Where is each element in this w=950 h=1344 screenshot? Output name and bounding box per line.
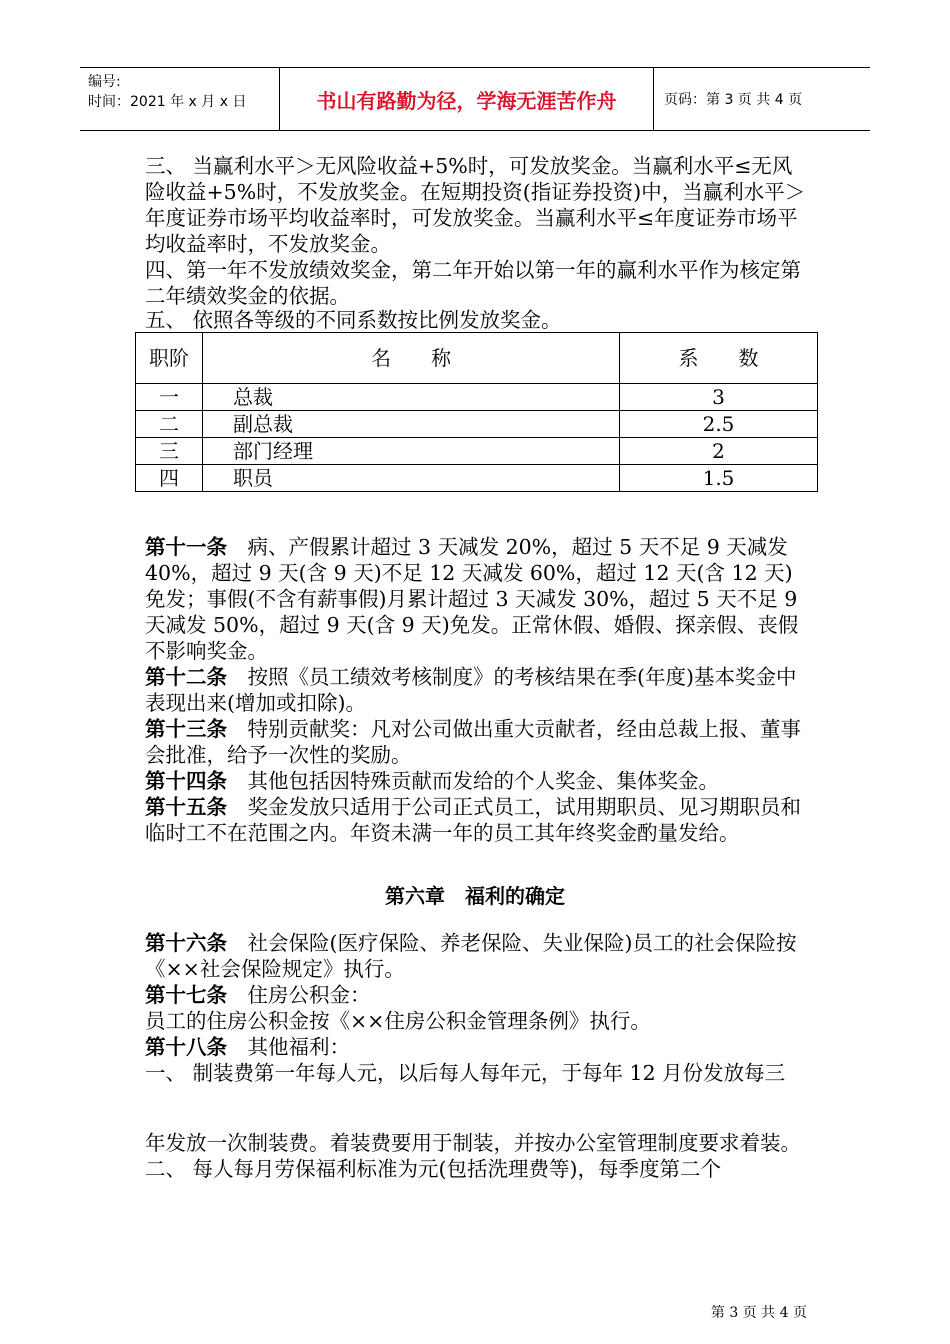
benefit-labor-protection: 二、 每人每月劳保福利标准为元(包括洗理费等)，每季度第二个 xyxy=(145,1157,722,1181)
cell-coefficient: 2 xyxy=(620,438,818,465)
paragraph-five: 五、 依照各等级的不同系数按比例发放奖金。 xyxy=(145,308,562,332)
table-header-row xyxy=(136,333,818,384)
article-title: 第十二条 xyxy=(145,665,227,689)
article-text: 住房公积金： xyxy=(227,983,371,1007)
article-title: 第十八条 xyxy=(145,1035,227,1059)
article-16 xyxy=(145,930,809,982)
benefits-continued xyxy=(145,1130,809,1182)
article-text: 社会保险(医疗保险、养老保险、失业保险)员工的社会保险按《××社会保险规定》执行。 xyxy=(145,931,797,981)
cell-title: 副总裁 xyxy=(203,411,620,438)
article-title: 第十五条 xyxy=(145,795,227,819)
paragraph-three: 三、 当赢利水平＞无风险收益+5%时，可发放奖金。当赢利水平≤无风险收益+5%时，不发放奖金。在短期投资(指证券投资)中，当赢利水平＞年度证券市场平均收益率时，可发放奖金。当赢利水平≤年度证券市场平均收益率时，不发放奖金。 xyxy=(145,154,806,256)
number-label: 编号: xyxy=(88,74,121,90)
articles-bonus xyxy=(145,534,809,846)
header-coefficient: 系 数 xyxy=(620,333,818,384)
header-meta xyxy=(80,68,280,130)
article-text: 奖金发放只适用于公司正式员工，试用期职员、见习期职员和临时工不在范围之内。年资未满一年的员工其年终奖金酌量发给。 xyxy=(145,795,801,845)
paragraph-four: 四、第一年不发放绩效奖金，第二年开始以第一年的赢利水平作为核定第二年绩效奖金的依据。 xyxy=(145,258,801,308)
article-text: 病、产假累计超过 3 天减发 20%，超过 5 天不足 9 天减发 40%，超过 9 天(含 9 天)不足 12 天减发 60%，超过 12 天(含 12 天)免发；事假(不含有薪事假)月累计超过 3 天减发 30%，超过 5 天不足 9 天减发 50%，超过 9 天(含 9 天)免发。正常休假、婚假、探亲假、丧假不影响奖金。 xyxy=(145,535,799,663)
article-12 xyxy=(145,664,809,716)
time-label: 时间：2021 年 x 月 x 日 xyxy=(88,94,247,110)
table-row xyxy=(136,438,818,465)
table-row xyxy=(136,465,818,492)
cell-coefficient: 3 xyxy=(620,384,818,411)
article-title: 第十三条 xyxy=(145,717,227,741)
chapter-title: 第六章 福利的确定 xyxy=(385,884,565,908)
article-title: 第十六条 xyxy=(145,931,227,955)
article-title: 第十七条 xyxy=(145,983,227,1007)
article-text: 其他包括因特殊贡献而发给的个人奖金、集体奖金。 xyxy=(227,769,719,793)
cell-rank: 一 xyxy=(136,384,203,411)
article-15 xyxy=(145,794,809,846)
article-17 xyxy=(145,982,809,1008)
cell-rank: 二 xyxy=(136,411,203,438)
cell-title: 职员 xyxy=(203,465,620,492)
cell-rank: 四 xyxy=(136,465,203,492)
cell-rank: 三 xyxy=(136,438,203,465)
articles-welfare xyxy=(145,930,809,1086)
article-text: 其他福利： xyxy=(227,1035,350,1059)
header-title: 名 称 xyxy=(203,333,620,384)
article-title: 第十一条 xyxy=(145,535,227,559)
table-row xyxy=(136,411,818,438)
cell-coefficient: 1.5 xyxy=(620,465,818,492)
cell-title: 部门经理 xyxy=(203,438,620,465)
header-page-info: 页码：第 3 页 共 4 页 xyxy=(664,92,803,108)
article-18 xyxy=(145,1034,809,1060)
header-rank: 职阶 xyxy=(136,333,203,384)
benefit-clothing-part1: 一、 制装费第一年每人元，以后每人每年元，于每年 12 月份发放每三 xyxy=(145,1061,786,1085)
article-13 xyxy=(145,716,809,768)
housing-fund-line: 员工的住房公积金按《××住房公积金管理条例》执行。 xyxy=(145,1009,651,1033)
article-14 xyxy=(145,768,809,794)
table-row xyxy=(136,384,818,411)
article-text: 特别贡献奖：凡对公司做出重大贡献者，经由总裁上报、董事会批准，给予一次性的奖励。 xyxy=(145,717,801,767)
coefficient-table xyxy=(135,332,818,492)
article-text: 按照《员工绩效考核制度》的考核结果在季(年度)基本奖金中表现出来(增加或扣除)。 xyxy=(145,665,797,715)
cell-coefficient: 2.5 xyxy=(620,411,818,438)
article-title: 第十四条 xyxy=(145,769,227,793)
benefit-clothing-part2: 年发放一次制装费。着装费要用于制装，并按办公室管理制度要求着装。 xyxy=(145,1131,801,1155)
header-motto: 书山有路勤为径，学海无涯苦作舟 xyxy=(280,68,654,130)
page-footer: 第 3 页 共 4 页 xyxy=(710,1305,807,1321)
page-header xyxy=(80,67,870,131)
article-11 xyxy=(145,534,809,664)
cell-title: 总裁 xyxy=(203,384,620,411)
